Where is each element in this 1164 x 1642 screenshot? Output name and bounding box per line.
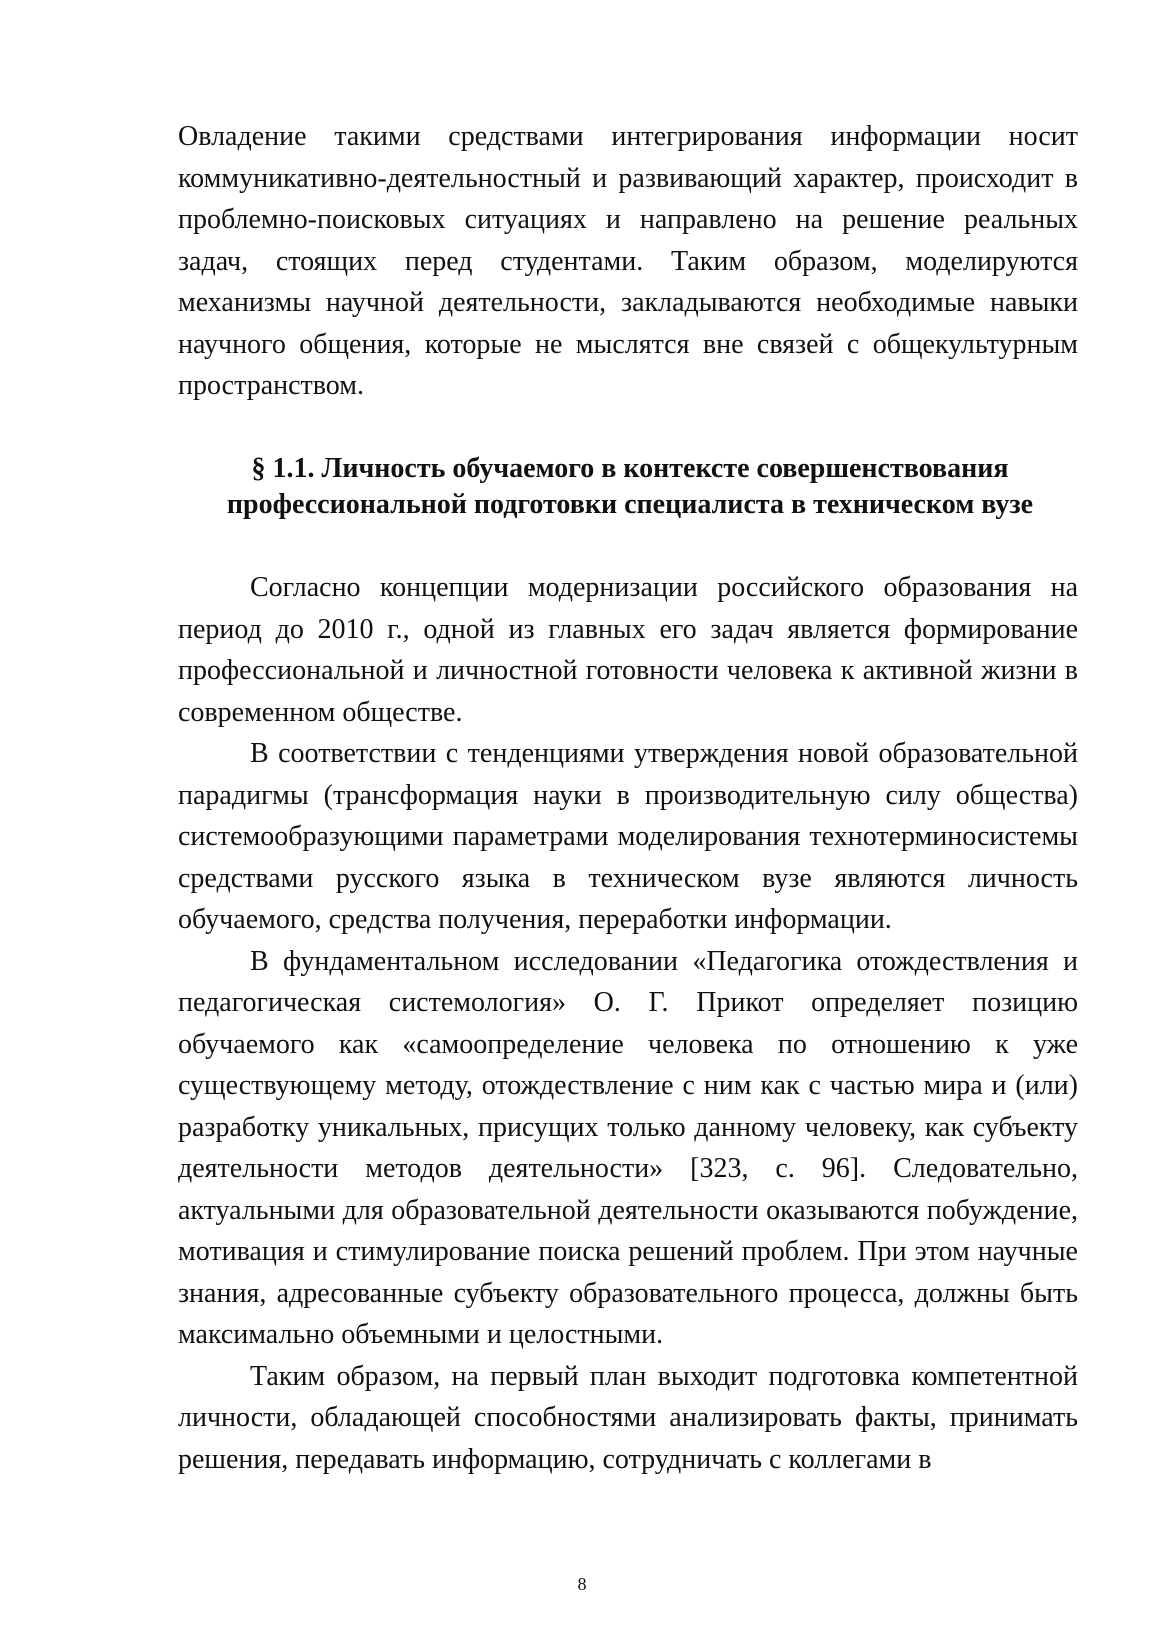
intro-paragraph: Овладение такими средствами интегрирования информации носит коммуникативно-деятельностный и развивающий характер, происходит в проблемно-поисковых ситуациях и направлено на решение реальных задач, стоящих перед студентами. Таким образом, моделируются механизмы научной деятельности, закладываются необходимые навыки научного общения, которые не мыслятся вне связей с общекультурным пространством. — [178, 121, 1078, 401]
body-paragraph-2: В соответствии с тенденциями утверждения новой образовательной парадигмы (трансформация науки в производительную силу общества) системообразующими параметрами моделирования технотерминосистемы средствами русского языка в техническом вузе являются личность обучаемого, средства получения, переработки информации. — [178, 738, 1078, 935]
body-paragraph-1: Согласно концепции модернизации российского образования на период до 2010 г., одной из главных его задач является формирование профессиональной и личностной готовности человека к активной жизни в современном обществе. — [178, 572, 1078, 728]
body-paragraph-4: Таким образом, на первый план выходит подготовка компетентной личности, обладающей способностями анализировать факты, принимать решения, передавать информацию, сотрудничать с коллегами в — [178, 1360, 1078, 1475]
body-text-block — [178, 567, 1078, 1480]
section-heading-line-2: профессиональной подготовки специалиста в техническом вузе — [226, 489, 1034, 520]
intro-text-block — [178, 116, 1078, 407]
section-heading — [150, 451, 1110, 523]
page-number: 8 — [577, 1574, 587, 1594]
section-heading-line-1: § 1.1. Личность обучаемого в контексте совершенствования — [251, 453, 1009, 484]
body-paragraph-3: В фундаментальном исследовании «Педагогика отождествления и педагогическая системология» О. Г. Прикот определяет позицию обучаемого как «самоопределение человека по отношению к уже существующему методу, отождествление с ним как с частью мира и (или) разработку уникальных, присущих только данному человеку, как субъекту деятельности методов деятельности» [323, с. 96]. Следовательно, актуальными для образовательной деятельности оказываются побуждение, мотивация и стимулирование поиска решений проблем. При этом научные знания, адресованные субъекту образовательного процесса, должны быть максимально объемными и целостными. — [178, 945, 1078, 1350]
